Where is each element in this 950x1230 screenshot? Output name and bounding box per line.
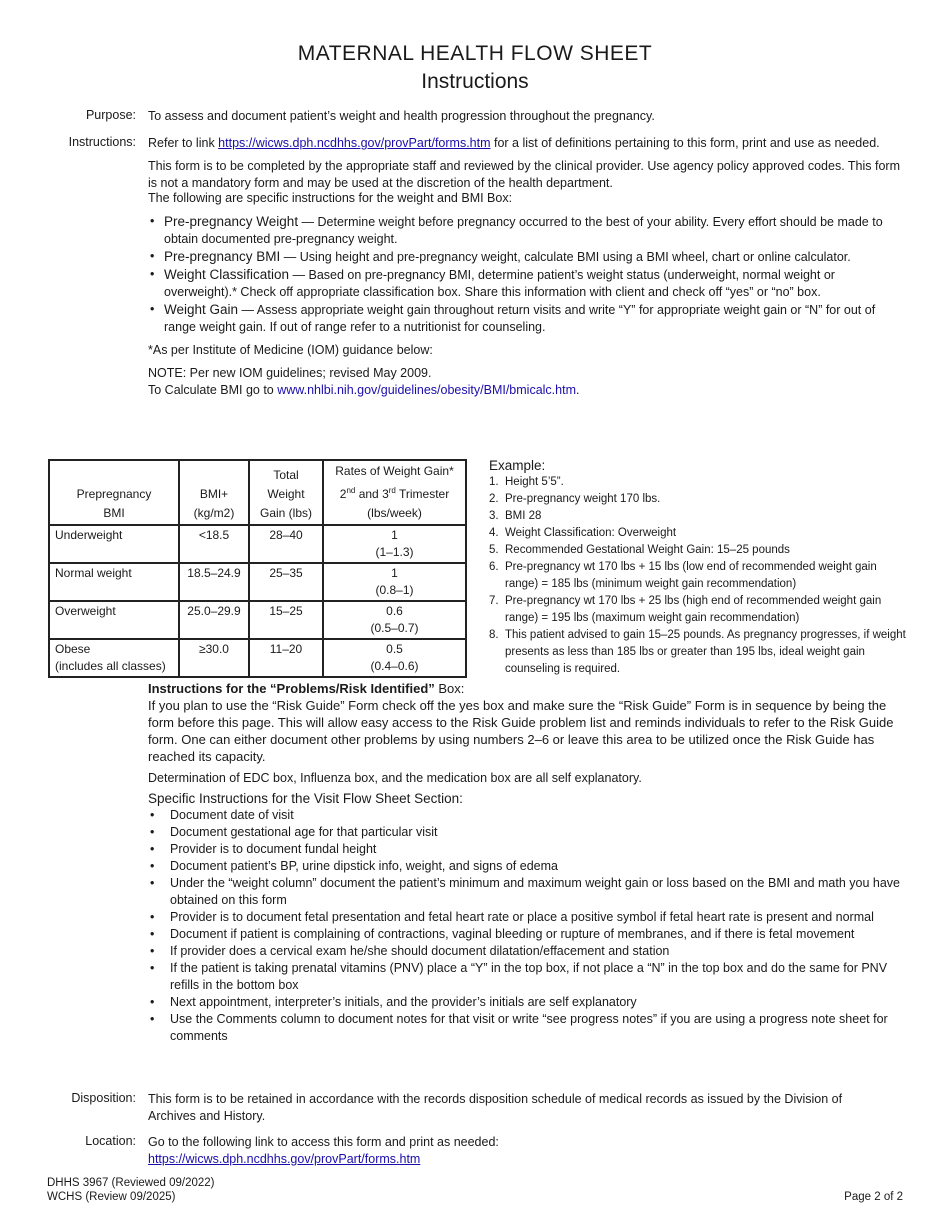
col-header-total-gain: Total Weight Gain (lbs)	[249, 460, 323, 525]
location-forms-link[interactable]: https://wicws.dph.ncdhhs.gov/provPart/forms.htm	[148, 1152, 421, 1166]
term: Weight Classification	[164, 267, 290, 282]
list-item: • Use the Comments column to document notes for that visit or write “see progress notes” if you are using a progress note sheet for comments	[148, 1011, 903, 1045]
col-header-bmi: BMI+ (kg/m2)	[179, 460, 249, 525]
list-item: 4. Weight Classification: Overweight	[489, 527, 677, 539]
cell-rate: 0.6 (0.5–0.7)	[323, 601, 466, 639]
cell-total: 15–25	[249, 601, 323, 639]
link-suffix: for a list of definitions pertaining to this form, print and use as needed.	[490, 136, 880, 150]
bmi-suffix: .	[575, 383, 580, 397]
cell-bmi: 25.0–29.9	[179, 601, 249, 639]
weight-bmi-bullets	[148, 213, 900, 336]
location-text: Go to the following link to access this form and print as needed:	[148, 1135, 499, 1149]
example-block	[489, 457, 909, 678]
term: Weight Gain	[164, 302, 239, 317]
form-id-line1: DHHS 3967 (Reviewed 09/2022)	[47, 1177, 215, 1189]
example-list	[489, 474, 909, 678]
list-item: • Document date of visit	[148, 807, 903, 824]
term: Pre-pregnancy BMI	[164, 249, 281, 264]
cell-category: Underweight	[49, 525, 179, 563]
cell-category: Obese (includes all classes)	[49, 639, 179, 677]
purpose-label: Purpose:	[85, 108, 136, 122]
list-item: • If provider does a cervical exam he/she should document dilatation/effacement and station	[148, 943, 903, 960]
list-item: • Next appointment, interpreter’s initials, and the provider’s initials are self explanatory	[148, 994, 903, 1011]
table-row	[49, 525, 466, 563]
bmi-prefix: To Calculate BMI go to	[148, 383, 278, 397]
list-item	[148, 301, 900, 336]
definition: — Determine weight before pregnancy occurred to the best of your ability. Every effort should be made to obtain documented pre-pregnancy weight.	[164, 215, 883, 246]
list-item	[148, 213, 900, 248]
definition: — Using height and pre-pregnancy weight, calculate BMI using a BMI wheel, chart or online calculator.	[280, 250, 851, 264]
forms-link[interactable]: https://wicws.dph.ncdhhs.gov/provPart/forms.htm	[218, 136, 491, 150]
page-number: Page 2 of 2	[844, 1191, 903, 1203]
cell-total: 11–20	[249, 639, 323, 677]
cell-rate: 1 (1–1.3)	[323, 525, 466, 563]
instructions-label: Instructions:	[68, 135, 136, 149]
cell-category: Normal weight	[49, 563, 179, 601]
list-item: • If the patient is taking prenatal vitamins (PNV) place a “Y” in the top box, if not place a “N” in the top box and do the same for PNV refills in the bottom box	[148, 960, 903, 994]
table-row	[49, 563, 466, 601]
table-header-row	[49, 460, 466, 525]
form-id	[47, 1176, 214, 1204]
col-header-rates: Rates of Weight Gain* 2nd and 3rd Trimester (lbs/week)	[323, 460, 466, 525]
list-item	[148, 248, 900, 266]
list-item: • Document if patient is complaining of contractions, vaginal bleeding or rupture of membranes, and if there is fetal movement	[148, 926, 903, 943]
problems-block	[148, 680, 903, 787]
cell-total: 28–40	[249, 525, 323, 563]
page-title: MATERNAL HEALTH FLOW SHEET	[297, 42, 653, 65]
cell-rate: 0.5 (0.4–0.6)	[323, 639, 466, 677]
instructions-para3: The following are specific instructions for the weight and BMI Box:	[148, 191, 513, 205]
purpose-text: To assess and document patient’s weight and health progression throughout the pregnancy.	[148, 109, 655, 123]
term: Pre-pregnancy Weight	[164, 214, 299, 229]
list-item: 3. BMI 28	[489, 510, 542, 522]
disposition-text: This form is to be retained in accordance with the records disposition schedule of medical records as issued by the Division of Archives and History.	[148, 1092, 843, 1123]
visit-heading: Specific Instructions for the Visit Flow Sheet Section:	[148, 791, 463, 806]
list-item: • Provider is to document fundal height	[148, 841, 903, 858]
col-header-prepregnancy-bmi: Prepregnancy BMI	[49, 460, 179, 525]
bmi-weight-gain-table	[48, 459, 467, 678]
cell-rate: 1 (0.8–1)	[323, 563, 466, 601]
list-item: • Document gestational age for that particular visit	[148, 824, 903, 841]
bmi-calc-line	[148, 382, 900, 399]
problems-heading: Instructions for the “Problems/Risk Identified” Box:	[148, 681, 465, 696]
location-label: Location:	[85, 1134, 136, 1148]
list-item: 6. Pre-pregnancy wt 170 lbs + 15 lbs (low end of recommended weight gain range) = 185 lbs (minimum weight gain recommendation)	[489, 561, 877, 590]
cell-bmi: ≥30.0	[179, 639, 249, 677]
list-item: • Provider is to document fetal presentation and fetal heart rate or place a positive symbol if fetal heart rate is present and normal	[148, 909, 903, 926]
cell-category: Overweight	[49, 601, 179, 639]
cell-total: 25–35	[249, 563, 323, 601]
cell-bmi: <18.5	[179, 525, 249, 563]
list-item: 1. Height 5’5”.	[489, 476, 564, 488]
disposition-label: Disposition:	[71, 1091, 136, 1105]
list-item	[148, 266, 900, 301]
visit-bullets	[148, 807, 903, 1045]
list-item: • Under the “weight column” document the patient’s minimum and maximum weight gain or loss based on the BMI and math you have obtained on this form	[148, 875, 903, 909]
cell-bmi: 18.5–24.9	[179, 563, 249, 601]
location-block	[148, 1134, 868, 1168]
form-id-line2: WCHS (Review 09/2025)	[47, 1191, 176, 1203]
iom-note: *As per Institute of Medicine (IOM) guidance below:	[148, 343, 433, 357]
instructions-para2: This form is to be completed by the appropriate staff and reviewed by the clinical provider. Use agency policy approved codes. This form is not a mandatory form and may be used at the discretion of the health department.	[148, 159, 901, 190]
table-row	[49, 639, 466, 677]
table-row	[49, 601, 466, 639]
note-line: NOTE: Per new IOM guidelines; revised May 2009.	[148, 366, 432, 380]
list-item: • Document patient’s BP, urine dipstick info, weight, and signs of edema	[148, 858, 903, 875]
definition: — Assess appropriate weight gain throughout return visits and write “Y” for appropriate weight gain or “N” for out of range weight gain. If out of range refer to a nutritionist for counseling.	[164, 303, 876, 334]
link-prefix: Refer to link	[148, 136, 219, 150]
instructions-para1	[148, 135, 900, 152]
problems-para2: Determination of EDC box, Influenza box, and the medication box are all self explanatory.	[148, 771, 642, 785]
instructions-block	[148, 135, 900, 399]
bmi-calc-link[interactable]: www.nhlbi.nih.gov/guidelines/obesity/BMI/bmicalc.htm	[277, 383, 576, 397]
problems-para1: If you plan to use the “Risk Guide” Form check off the yes box and make sure the “Risk Guide” Form is in sequence by being the form before this page. This will allow easy access to the Risk Guide problem list and reminds individuals to refer to the Risk Guide form. One can either document other problems by using numbers 2–6 or leave this area to be utilized once the Risk Guide has reached its capacity.	[148, 698, 894, 764]
definition: — Based on pre-pregnancy BMI, determine patient’s weight status (underweight, normal weight or overweight).* Check off appropriate classification box. Share this information with client and check off “yes” or “no” box.	[164, 268, 835, 299]
page-subtitle: Instructions	[421, 70, 529, 93]
list-item: 8. This patient advised to gain 15–25 pounds. As pregnancy progresses, if weight presents as less than 185 lbs or greater than 195 lbs, ideal weight gain counseling is required.	[489, 629, 906, 675]
list-item: 2. Pre-pregnancy weight 170 lbs.	[489, 493, 661, 505]
visit-block	[148, 790, 903, 1045]
list-item: 7. Pre-pregnancy wt 170 lbs + 25 lbs (high end of recommended weight gain range) = 195 lbs (maximum weight gain recommendation)	[489, 595, 882, 624]
example-title: Example:	[489, 458, 546, 473]
list-item: 5. Recommended Gestational Weight Gain: 15–25 pounds	[489, 544, 790, 556]
